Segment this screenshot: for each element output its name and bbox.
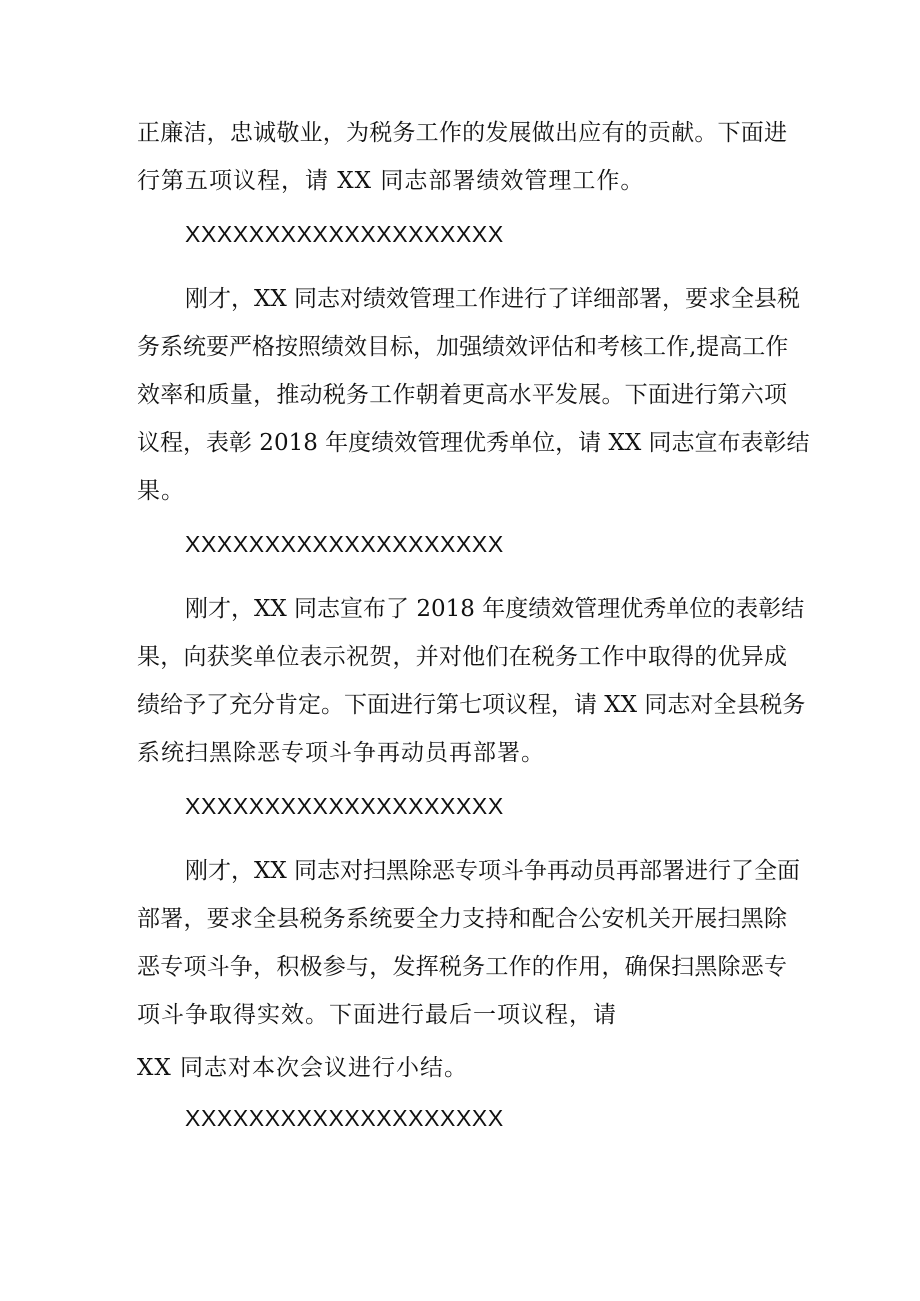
paragraph-line: 效率和质量，推动税务工作朝着更高水平发展。下面进行第六项 — [137, 382, 787, 408]
paragraph-line: 果，向获奖单位表示祝贺，并对他们在税务工作中取得的优异成 — [137, 644, 787, 670]
paragraph-line: 刚才，XX 同志对扫黑除恶专项斗争再动员再部署进行了全面 — [185, 858, 801, 884]
paragraph-line: 系统扫黑除恶专项斗争再动员再部署。 — [137, 740, 545, 766]
placeholder-line: XXXXXXXXXXXXXXXXXXXX — [185, 793, 504, 819]
paragraph-line: 刚才，XX 同志宣布了 2018 年度绩效管理优秀单位的表彰结 — [185, 596, 805, 622]
paragraph-line: 部署，要求全县税务系统要全力支持和配合公安机关开展扫黑除 — [137, 906, 787, 932]
paragraph-line: 务系统要严格按照绩效目标，加强绩效评估和考核工作,提高工作 — [137, 334, 789, 360]
paragraph-line: 刚才，XX 同志对绩效管理工作进行了详细部署，要求全县税 — [185, 286, 801, 312]
paragraph-line: 议程，表彰 2018 年度绩效管理优秀单位，请 XX 同志宣布表彰结 — [137, 430, 810, 456]
paragraph-line: 恶专项斗争，积极参与，发挥税务工作的作用，确保扫黑除恶专 — [137, 954, 787, 980]
paragraph-line: 正廉洁，忠诚敬业，为税务工作的发展做出应有的贡献。下面进 — [137, 120, 787, 146]
placeholder-line: XXXXXXXXXXXXXXXXXXXX — [185, 221, 504, 247]
paragraph-line: XX 同志对本次会议进行小结。 — [137, 1055, 469, 1081]
paragraph-line: 行第五项议程，请 XX 同志部署绩效管理工作。 — [137, 168, 645, 194]
paragraph-line: 绩给予了充分肯定。下面进行第七项议程，请 XX 同志对全县税务 — [137, 692, 806, 718]
placeholder-line: XXXXXXXXXXXXXXXXXXXX — [185, 1105, 504, 1131]
placeholder-line: XXXXXXXXXXXXXXXXXXXX — [185, 531, 504, 557]
paragraph-line: 果。 — [137, 478, 185, 504]
paragraph-line: 项斗争取得实效。下面进行最后一项议程，请 — [137, 1002, 617, 1028]
